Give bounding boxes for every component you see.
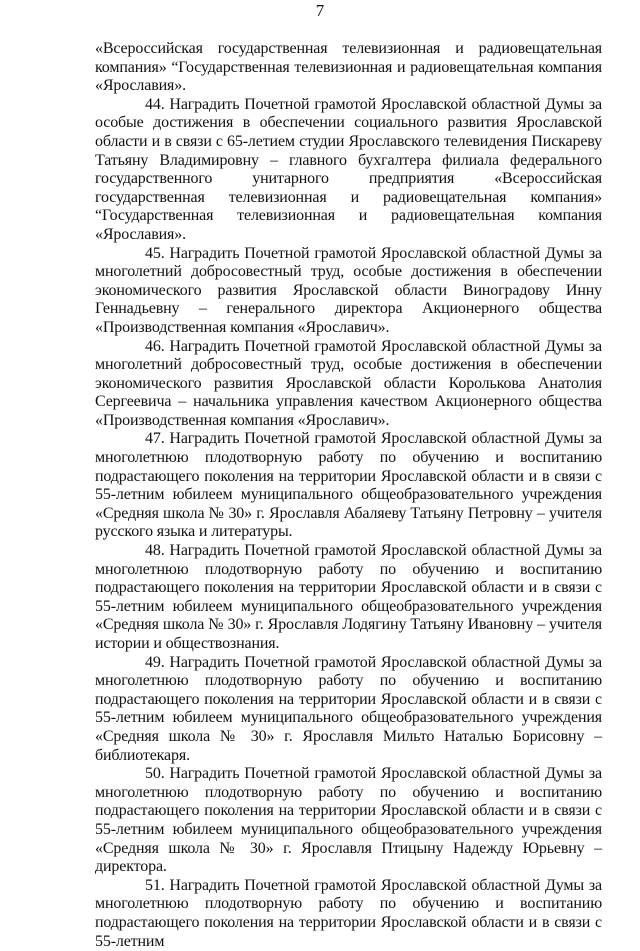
paragraph-item-47: 47. Наградить Почетной грамотой Ярославской областной Думы за многолетнюю плодотворную работу по обучению и воспитанию подрастающего поколения на территории Ярославской области и в связи с 55-летним юбилеем муниципального общеобразовательного учреждения «Средняя школа № 30» г. Ярославля Абаляеву Татьяну Петровну – учителя русского языка и литературы. [95,430,602,541]
paragraph-item-44: 44. Наградить Почетной грамотой Ярославской областной Думы за особые достижения в обеспечении социального развития Ярославской области и в связи с 65-летием студии Ярославского телевидения Пискареву Татьяну Владимировну – главного бухгалтера филиала федерального государственного унитарного предприятия «Всероссийская государственная телевизионная и радиовещательная компания» “Государственная телевизионная и радиовещательная компания «Ярославия». [95,95,602,243]
paragraph-continuation: «Всероссийская государственная телевизионная и радиовещательная компания» “Государственная телевизионная и радиовещательная компания «Ярославия». [95,40,602,95]
paragraph-item-50: 50. Наградить Почетной грамотой Ярославской областной Думы за многолетнюю плодотворную работу по обучению и воспитанию подрастающего поколения на территории Ярославской области и в связи с 55-летним юбилеем муниципального общеобразовательного учреждения «Средняя школа № 30» г. Ярославля Птицыну Надежду Юрьевну – директора. [95,765,602,876]
document-body [95,40,602,951]
page-number: 7 [315,1,325,20]
paragraph-item-48: 48. Наградить Почетной грамотой Ярославской областной Думы за многолетнюю плодотворную работу по обучению и воспитанию подрастающего поколения на территории Ярославской области и в связи с 55-летним юбилеем муниципального общеобразовательного учреждения «Средняя школа № 30» г. Ярославля Лодягину Татьяну Ивановну – учителя истории и обществознания. [95,542,602,652]
paragraph-item-46: 46. Наградить Почетной грамотой Ярославской областной Думы за многолетний добросовестный труд, особые достижения в обеспечении экономического развития Ярославской области Королькова Анатолия Сергеевича – начальника управления качеством Акционерного общества «Производственная компания «Ярославич». [95,337,602,429]
paragraph-item-45: 45. Наградить Почетной грамотой Ярославской областной Думы за многолетний добросовестный труд, особые достижения в обеспечении экономического развития Ярославской области Виноградову Инну Геннадьевну – генерального директора Акционерного общества «Производственная компания «Ярославич». [95,244,602,336]
paragraph-item-49: 49. Наградить Почетной грамотой Ярославской областной Думы за многолетнюю плодотворную работу по обучению и воспитанию подрастающего поколения на территории Ярославской области и в связи с 55-летним юбилеем муниципального общеобразовательного учреждения «Средняя школа № 30» г. Ярославля Мильто Наталью Борисовну – библиотекаря. [95,653,602,764]
paragraph-item-51: 51. Наградить Почетной грамотой Ярославской областной Думы за многолетнюю плодотворную работу по обучению и воспитанию подрастающего поколения на территории Ярославской области и в связи с 55-летним [95,876,602,950]
